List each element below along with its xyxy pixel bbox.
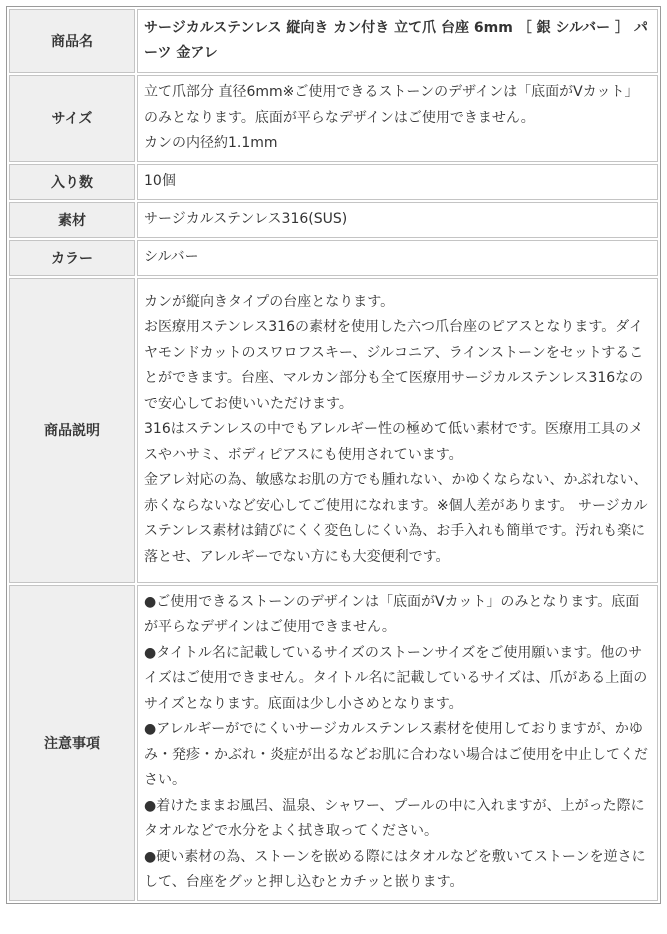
notes-item: ●タイトル名に記載しているサイズのストーンサイズをご使用願います。他のサイズはご使用できません。タイトル名に記載しているサイズは、爪がある上面のサイズとなります。底面は少し小さめとなります。 [144, 644, 648, 712]
color-text: シルバー [144, 248, 199, 265]
spec-value-product-name [137, 9, 658, 73]
spec-label-description: 商品説明 [9, 278, 135, 583]
notes-item: ●ご使用できるストーンのデザインは「底面がVカット」のみとなります。底面が平らなデザインはご使用できません。 [144, 593, 640, 635]
description-paragraph: 316はステンレスの中でもアレルギー性の極めて低い素材です。医療用工具のメスやハサミ、ボディピアスにも使用されています。 [144, 421, 643, 463]
spec-label-material: 素材 [9, 202, 135, 238]
description-paragraph: カンが縦向きタイプの台座となります。 [144, 293, 395, 310]
spec-row-product-name [9, 9, 658, 73]
size-paragraph: カンの内径約1.1mm [144, 135, 278, 151]
spec-row-quantity [9, 164, 658, 200]
product-name-text: サージカルステンレス 縦向き カン付き 立て爪 台座 6mm ［ 銀 シルバー ］ パーツ 金アレ [144, 20, 648, 61]
spec-label-quantity: 入り数 [9, 164, 135, 200]
spec-value-quantity [137, 164, 658, 200]
notes-item: ●アレルギーがでにくいサージカルステンレス素材を使用しておりますが、かゆみ・発疹・かぶれ・炎症が出るなどお肌に合わない場合はご使用を中止してください。 [144, 721, 648, 788]
description-paragraph: お医療用ステンレス316の素材を使用した六つ爪台座のピアスとなります。ダイヤモンドカットのスワロフスキー、ジルコニア、ラインストーンをセットすることができます。台座、マルカン部分も全て医療用サージカルステンレス316なので安心してお使いいただけます。 [144, 319, 644, 412]
spec-row-material [9, 202, 658, 238]
spec-value-color [137, 240, 658, 276]
product-spec-table [6, 6, 661, 904]
spec-value-description [137, 278, 658, 583]
notes-item: ●硬い素材の為、ストーンを嵌める際にはタオルなどを敷いてストーンを逆さにして、台座をグッと押し込むとカチッと嵌ります。 [144, 848, 646, 890]
notes-item: ●着けたままお風呂、温泉、シャワー、プールの中に入れますが、上がった際にタオルなどで水分をよく拭き取ってください。 [144, 797, 645, 839]
spec-label-size: サイズ [9, 75, 135, 162]
spec-value-material [137, 202, 658, 238]
spec-value-notes [137, 585, 658, 901]
description-paragraph: 金アレ対応の為、敏感なお肌の方でも腫れない、かゆくならない、かぶれない、赤くならないなど安心してご使用になれます。※個人差があります。 サージカルステンレス素材は錆びにくく変色しにくい為、お手入れも簡単です。汚れも楽に落とせ、アレルギーでない方にも大変便利です。 [144, 472, 648, 565]
spec-row-color [9, 240, 658, 276]
spec-label-product-name: 商品名 [9, 9, 135, 73]
spec-value-size [137, 75, 658, 162]
size-paragraph: 立て爪部分 直径6mm※ご使用できるストーンのデザインは「底面がVカット」のみとなります。底面が平らなデザインはご使用できません。 [144, 84, 639, 126]
spec-row-size [9, 75, 658, 162]
material-text: サージカルステンレス316(SUS) [144, 210, 348, 227]
spec-label-notes: 注意事項 [9, 585, 135, 901]
spec-row-notes [9, 585, 658, 901]
spec-row-description [9, 278, 658, 583]
quantity-text: 10個 [144, 172, 176, 189]
spec-label-color: カラー [9, 240, 135, 276]
